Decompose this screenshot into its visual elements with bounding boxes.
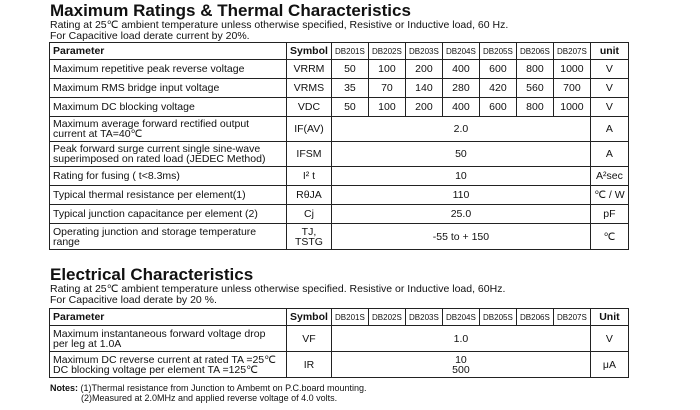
row-value: 100: [368, 60, 405, 79]
row-symbol: I² t: [287, 167, 332, 186]
header-unit: Unit: [590, 309, 628, 326]
electrical-table: [49, 308, 629, 378]
row-unit: ℃: [590, 224, 628, 250]
row-parameter: Maximum instantaneous forward voltage drop per leg at 1.0A: [50, 326, 287, 352]
row-value: 1000: [553, 60, 590, 79]
row-value: 600: [479, 98, 516, 117]
table-row: [50, 60, 629, 79]
row-symbol: Cj: [287, 205, 332, 224]
section1-note-2: For Capacitive load derate current by 20%.: [50, 30, 250, 42]
row-value: 700: [553, 79, 590, 98]
row-value: 140: [405, 79, 442, 98]
row-unit: V: [590, 79, 628, 98]
row-parameter: [50, 352, 287, 378]
header-device: DB206S: [516, 309, 553, 326]
row-parameter: Maximum average forward rectified output current at TA=40℃: [50, 117, 287, 142]
row-value-pair: [331, 352, 590, 378]
section-title-electrical: Electrical Characteristics: [50, 265, 254, 284]
row-value: 70: [368, 79, 405, 98]
header-symbol: Symbol: [287, 43, 332, 60]
header-device: DB205S: [479, 43, 516, 60]
footnote-1: (1)Thermal resistance from Junction to Ambemt on P.C.board mounting.: [80, 383, 367, 393]
row-value: 200: [405, 98, 442, 117]
header-symbol: Symbol: [287, 309, 332, 326]
row-symbol: RθJA: [287, 186, 332, 205]
row-parameter: Maximum repetitive peak reverse voltage: [50, 60, 287, 79]
row-value: 110: [331, 186, 590, 205]
table-row: [50, 117, 629, 142]
header-device: DB201S: [331, 309, 368, 326]
header-device: DB205S: [479, 309, 516, 326]
header-device: DB201S: [331, 43, 368, 60]
table-row: [50, 79, 629, 98]
row-unit: pF: [590, 205, 628, 224]
row-symbol: VF: [287, 326, 332, 352]
row-value: 35: [331, 79, 368, 98]
row-value: 10: [331, 167, 590, 186]
row-value: 1000: [553, 98, 590, 117]
row-parameter: Maximum RMS bridge input voltage: [50, 79, 287, 98]
table-row: [50, 205, 629, 224]
section2-note-1: Rating at 25℃ ambient temperature unless otherwise specified. Resistive or Inductive load, 60Hz.: [50, 283, 506, 295]
row-symbol: TJ, TSTG: [287, 224, 332, 250]
row-value: 600: [479, 60, 516, 79]
section-title-max-ratings: Maximum Ratings & Thermal Characteristics: [50, 1, 411, 20]
header-device: DB204S: [442, 43, 479, 60]
row-unit: A: [590, 117, 628, 142]
footnote-2: (2)Measured at 2.0MHz and applied reverse voltage of 4.0 volts.: [81, 393, 338, 403]
table-row: [50, 167, 629, 186]
row-value: 50: [331, 142, 590, 167]
max-ratings-table: [49, 42, 629, 250]
row-symbol: VDC: [287, 98, 332, 117]
row-symbol: IFSM: [287, 142, 332, 167]
row-value: 2.0: [331, 117, 590, 142]
row-unit: ℃ / W: [590, 186, 628, 205]
header-device: DB203S: [405, 309, 442, 326]
row-value: 10: [455, 353, 467, 366]
footnotes: [50, 383, 367, 403]
row-value: 50: [331, 60, 368, 79]
row-value: 800: [516, 98, 553, 117]
row-parameter-line: DC blocking voltage per element TA =125℃: [53, 363, 258, 376]
row-unit: μA: [590, 352, 628, 378]
footnote-line-1: [50, 383, 367, 393]
row-value: 280: [442, 79, 479, 98]
row-value: 200: [405, 60, 442, 79]
header-parameter: Parameter: [50, 43, 287, 60]
table-row: [50, 142, 629, 167]
table-row: [50, 98, 629, 117]
row-parameter: Peak forward surge current single sine-wave superimposed on rated load (JEDEC Method): [50, 142, 287, 167]
header-device: DB207S: [553, 43, 590, 60]
row-value: 560: [516, 79, 553, 98]
section1-note-1: Rating at 25℃ ambient temperature unless otherwise specified, Resistive or Inductive load, 60 Hz.: [50, 19, 509, 31]
header-unit: unit: [590, 43, 628, 60]
row-value: 800: [516, 60, 553, 79]
row-value: 400: [442, 98, 479, 117]
row-symbol: VRMS: [287, 79, 332, 98]
header-device: DB206S: [516, 43, 553, 60]
row-unit: V: [590, 60, 628, 79]
row-parameter: Rating for fusing ( t<8.3ms): [50, 167, 287, 186]
row-parameter: Typical junction capacitance per element (2): [50, 205, 287, 224]
row-symbol: IR: [287, 352, 332, 378]
row-value: 500: [452, 363, 470, 376]
table-row: [50, 326, 629, 352]
header-device: DB202S: [368, 309, 405, 326]
row-parameter: Operating junction and storage temperature range: [50, 224, 287, 250]
table-header-row: [50, 309, 629, 326]
row-unit: A²sec: [590, 167, 628, 186]
row-value: 400: [442, 60, 479, 79]
header-device: DB203S: [405, 43, 442, 60]
header-device: DB204S: [442, 309, 479, 326]
row-value: 420: [479, 79, 516, 98]
row-symbol: VRRM: [287, 60, 332, 79]
header-parameter: Parameter: [50, 309, 287, 326]
row-value: 50: [331, 98, 368, 117]
row-value: 1.0: [331, 326, 590, 352]
row-unit: V: [590, 98, 628, 117]
table-row: [50, 352, 629, 378]
row-parameter: Typical thermal resistance per element(1): [50, 186, 287, 205]
section2-note-2: For Capacitive load derate by 20 %.: [50, 294, 217, 306]
notes-label: Notes:: [50, 383, 79, 393]
row-value: -55 to + 150: [331, 224, 590, 250]
row-parameter-line: Maximum DC reverse current at rated TA =25℃: [53, 353, 276, 366]
table-row: [50, 186, 629, 205]
row-value: 25.0: [331, 205, 590, 224]
row-parameter: Maximum DC blocking voltage: [50, 98, 287, 117]
table-row: [50, 224, 629, 250]
row-value: 100: [368, 98, 405, 117]
row-unit: V: [590, 326, 628, 352]
header-device: DB202S: [368, 43, 405, 60]
row-symbol: IF(AV): [287, 117, 332, 142]
header-device: DB207S: [553, 309, 590, 326]
row-unit: A: [590, 142, 628, 167]
table-header-row: [50, 43, 629, 60]
